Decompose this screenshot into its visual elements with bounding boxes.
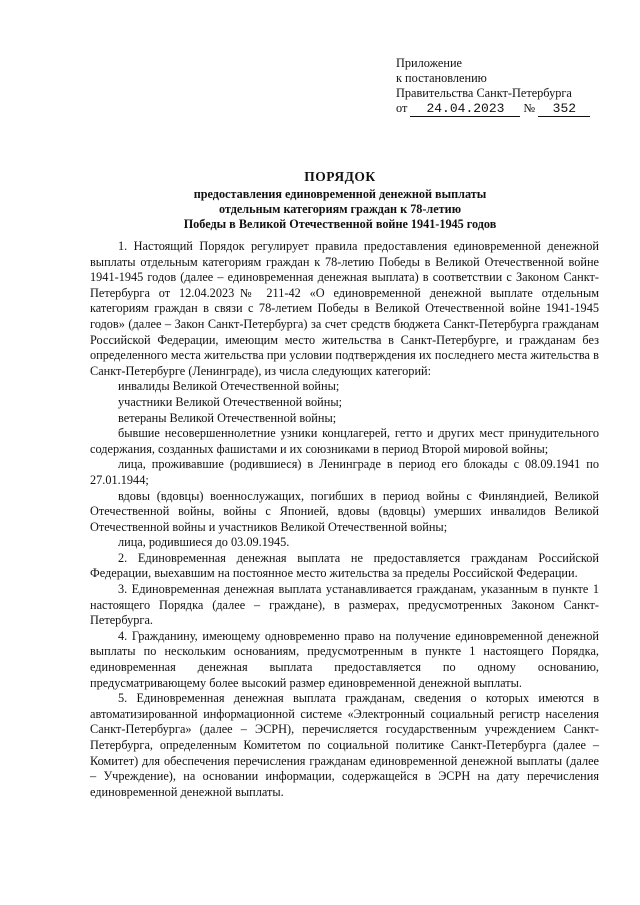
- title-line-3: Победы в Великой Отечественной войне 1941-1945 годов: [183, 217, 497, 231]
- appendix-date-line: [396, 101, 626, 117]
- category-item: инвалиды Великой Отечественной войны;: [118, 379, 340, 394]
- paragraph-2: 2. Единовременная денежная выплата не предоставляется гражданам Российской Федерации, выехавшим на постоянное место жительства за пределы Российской Федерации.: [90, 550, 599, 581]
- category-item: лица, проживавшие (родившиеся) в Ленинграде в период его блокады с 08.09.1941 по 27.01.1944;: [90, 457, 599, 487]
- appendix-block: [396, 56, 626, 117]
- category-item: бывшие несовершеннолетние узники концлагерей, гетто и других мест принудительного содержания, созданных фашистами и их союзниками в период Второй мировой войны;: [90, 426, 599, 456]
- resolution-number: 352: [538, 102, 590, 117]
- title-main: ПОРЯДОК: [304, 169, 376, 184]
- paragraph-4: 4. Гражданину, имеющему одновременно право на получение единовременной денежной выплаты по нескольким основаниям, предусмотренным в пункте 1 настоящего Порядка, единовременная денежная выплата предоставляется по одному основанию, предусматривающему более высокий размер единовременной денежной выплаты.: [90, 628, 599, 690]
- appendix-line-3: Правительства Санкт-Петербурга: [396, 86, 572, 100]
- category-item: лица, родившиеся до 03.09.1945.: [118, 535, 290, 550]
- category-item: вдовы (вдовцы) военнослужащих, погибших в период войны с Финляндией, Великой Отечественной войны, войны с Японией, вдовы (вдовцы) умерших инвалидов Великой Отечественной войны и участников Великой Отечественной войны;: [90, 488, 599, 534]
- paragraph-3: 3. Единовременная денежная выплата устанавливается гражданам, указанным в пункте 1 настоящего Порядка (далее – граждане), в размерах, предусмотренных Законом Санкт-Петербурга.: [90, 582, 599, 628]
- appendix-line-1: Приложение: [396, 56, 462, 70]
- title-line-2: отдельным категориям граждан к 78-летию: [218, 202, 462, 216]
- resolution-date: 24.04.2023: [410, 102, 520, 117]
- document-body: [90, 239, 599, 800]
- title-line-1: предоставления единовременной денежной выплаты: [193, 187, 487, 201]
- document-title: [90, 168, 590, 232]
- date-prefix: от: [396, 101, 408, 115]
- category-item: ветераны Великой Отечественной войны;: [118, 410, 337, 425]
- paragraph-1: 1. Настоящий Порядок регулирует правила предоставления единовременной денежной выплаты отдельным категориям граждан к 78-летию Победы в Великой Отечественной войне 1941-1945 годов (далее – единовременная денежная выплата) в соответствии с Законом Санкт-Петербурга от 12.04.2023№ 211-42 «О единовременной денежной выплате отдельным категориям граждан в связи с 78-летием Победы в Великой Отечественной войне 1941-1945 годов» (далее – Закон Санкт-Петербурга) за счет средств бюджета Санкт-Петербурга гражданам Российской Федерации, имеющим место жительства в Санкт-Петербурге, и гражданам без определенного места жительства при условии подтверждения их последнего места жительства в Санкт-Петербурге (Ленинграде), из числа следующих категорий:: [90, 239, 599, 378]
- appendix-line-2: к постановлению: [396, 71, 487, 85]
- number-prefix: №: [523, 101, 536, 115]
- paragraph-5: 5. Единовременная денежная выплата гражданам, сведения о которых имеются в автоматизированной информационной системе «Электронный социальный регистр населения Санкт-Петербурга» (далее – ЭСРН), перечисляется государственным учреждением Санкт-Петербурга, определенным Комитетом по социальной политике Санкт-Петербурга (далее – Комитет) для обеспечения перечисления гражданам единовременной денежной выплаты (далее – Учреждение), на основании информации, содержащейся в ЭСРН на дату перечисления единовременной денежной выплаты.: [90, 691, 599, 799]
- category-item: участники Великой Отечественной войны;: [118, 394, 342, 409]
